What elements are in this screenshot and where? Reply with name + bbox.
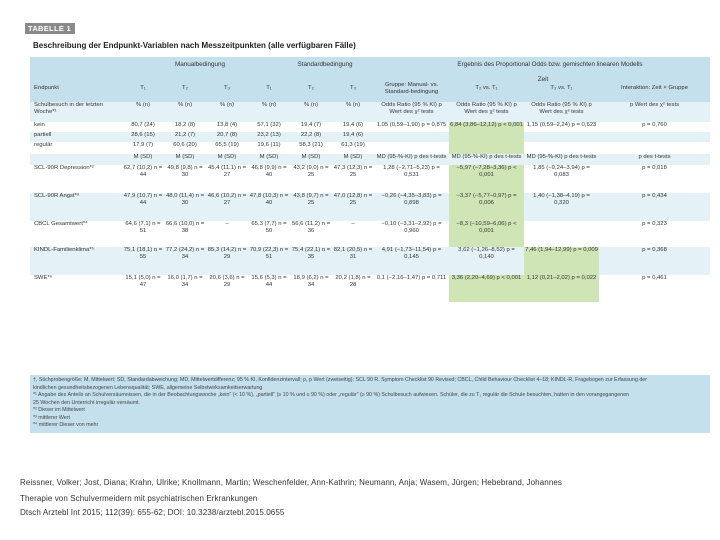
col-interaktion: Interaktion: Zeit × Gruppe bbox=[599, 75, 710, 102]
table-cell: M (SD) bbox=[290, 154, 332, 165]
table-cell: 66,6 (10,0) n = 38 bbox=[164, 221, 206, 247]
citation-authors: Reissner, Volker; Jost, Diana; Krahn, Ulrike; Knollmann, Martin; Weschenfelder, Ann-Kathrin; Neumann, Anja; Wasem, Jürgen; Hebebrand, Johannes bbox=[20, 478, 563, 487]
table-cell bbox=[374, 132, 449, 142]
table-row bbox=[30, 102, 710, 122]
table-cell: 60,6 (20) bbox=[164, 142, 206, 154]
table-cell: % (n) bbox=[290, 102, 332, 122]
table-cell: 82,1 (20,5) n = 31 bbox=[332, 247, 374, 275]
table-cell: p = 0,461 bbox=[599, 275, 710, 302]
table-title: Beschreibung der Endpunkt-Variablen nach Messzeitpunkten (alle verfügbaren Fälle) bbox=[33, 41, 356, 50]
table-cell: SCL-90R Depression*² bbox=[30, 165, 122, 193]
table-cell: – bbox=[206, 221, 248, 247]
table-cell: M (SD) bbox=[248, 154, 290, 165]
data-table bbox=[30, 75, 710, 302]
table-cell: MD (95-%-KI) p des t-tests bbox=[524, 154, 599, 165]
table-cell: 13,8 (4) bbox=[206, 122, 248, 132]
table-cell: 47,9 (10,7) n = 44 bbox=[122, 193, 164, 221]
table-cell: KINDL-Familienklima*⁵ bbox=[30, 247, 122, 275]
table-cell: Odds Ratio (95 % KI) p Wert des χ² tests bbox=[374, 102, 449, 122]
table-cell: 70,9 (22,3) n = 51 bbox=[248, 247, 290, 275]
table-row bbox=[30, 165, 710, 193]
table-cell: 19,4 (6) bbox=[332, 132, 374, 142]
table-cell: SCL-90R Angst*³ bbox=[30, 193, 122, 221]
table-cell: 47,3 (12,3) n = 25 bbox=[332, 165, 374, 193]
table-cell: CBCL Gesamtwert*⁴ bbox=[30, 221, 122, 247]
table-cell: % (n) bbox=[164, 102, 206, 122]
table-cell: 85,3 (14,2) n = 29 bbox=[206, 247, 248, 275]
table-cell: 58,3 (21) bbox=[290, 142, 332, 154]
table-cell: 1,05 (0,59–1,90) p = 0,875 bbox=[374, 122, 449, 132]
table-cell: 48,0 (11,4) n = 30 bbox=[164, 193, 206, 221]
table-cell: 3,62 (−1,26–8,52) p = 0,140 bbox=[449, 247, 524, 275]
table-cell: 19,6 (11) bbox=[248, 142, 290, 154]
table-row bbox=[30, 154, 710, 165]
table-cell: kein bbox=[30, 122, 122, 132]
table-cell: p des t-tests bbox=[599, 154, 710, 165]
table-cell: 47,8 (10,3) n = 40 bbox=[248, 193, 290, 221]
table-cell: p = 0,323 bbox=[599, 221, 710, 247]
col-standard-t3: T₃ bbox=[332, 75, 374, 102]
table-cell: 23,2 (13) bbox=[248, 132, 290, 142]
table-cell: 28,6 (15) bbox=[122, 132, 164, 142]
table-cell: 65,3 (7,7) n = 50 bbox=[248, 221, 290, 247]
table-note: kindlichen gesundheitsbezogenen Lebensqualität; SWE, allgemeine Selbstwirksamkeitserwartung bbox=[33, 384, 263, 391]
table-cell: p Wert des χ² tests bbox=[599, 102, 710, 122]
table-cell: 46,8 (9,9) n = 40 bbox=[248, 165, 290, 193]
table-cell: 1,28 (−2,71–5,23) p = 0,531 bbox=[374, 165, 449, 193]
table-cell: regulär bbox=[30, 142, 122, 154]
table-cell: Schulbesuch in der letzten Woche*¹ bbox=[30, 102, 122, 122]
col-gruppe: Gruppe: Manual- vs. Standard-bedingung bbox=[374, 75, 449, 102]
table-cell: p = 0,760 bbox=[599, 122, 710, 132]
table-cell: 1,12 (0,21–2,02) p = 0,022 bbox=[524, 275, 599, 302]
group-results: Ergebnis des Proportional Odds bzw. gemischten linearen Modells bbox=[457, 61, 643, 68]
table-cell: 6,84 (3,86–12,12) p < 0,001 bbox=[449, 122, 524, 132]
table-note: †, Stichprobengröße; M, Mittelwert; SD, Standardabweichung; MD, Mittelwertdifferenz; 95 % KI, Konfidenzintervall; p, p Wert (zweiseitig); SCL 90 R, Symptom Checklist 90 Revised; CBCL, Child Behaviour Checklist 4–18; KINDL-R, Fragebogen zur Erfassung der bbox=[33, 377, 648, 383]
table-cell: 3,36 (2,20–4,69) p < 0,001 bbox=[449, 275, 524, 302]
table-row bbox=[30, 221, 710, 247]
table-cell: M (SD) bbox=[164, 154, 206, 165]
table-cell: Odds Ratio (95 % KI) p Wert des χ² tests bbox=[524, 102, 599, 122]
table-cell bbox=[30, 154, 122, 165]
table-cell: M (SD) bbox=[122, 154, 164, 165]
table-cell: MD (95-%-KI) p des t-tests bbox=[374, 154, 449, 165]
table-cell: 56,6 (11,2) n = 36 bbox=[290, 221, 332, 247]
table-cell: – bbox=[332, 221, 374, 247]
table-note: *¹ Angabe des Anteils an Schulversäumnissen, die in der Beobachtungswoche „kein" (< 10 %), „partiell" (≥ 10 % und ≤ 90 %) oder „regulär" (≥ 90 %) Schulbesuch aufwiesen. Schüler, die zu T₁ regulär die Schule besuchten, hatten in den vorangegangenen bbox=[33, 392, 629, 398]
col-manual-t2: T₂ bbox=[164, 75, 206, 102]
table-cell: 77,2 (24,2) n = 34 bbox=[164, 247, 206, 275]
group-standard: Standardbedingung bbox=[297, 61, 353, 68]
table-cell: 1,85 (−0,24–3,94) p = 0,083 bbox=[524, 165, 599, 193]
table-cell: 18,9 (6,2) n = 34 bbox=[290, 275, 332, 302]
table-cell: −0,10 (−3,31–2,92) p = 0,960 bbox=[374, 221, 449, 247]
col-standard-t2: T₂ bbox=[290, 75, 332, 102]
table-cell: 17,9 (7) bbox=[122, 142, 164, 154]
table-cell bbox=[599, 142, 710, 154]
table-cell: 20,6 (3,6) n = 29 bbox=[206, 275, 248, 302]
table-cell: M (SD) bbox=[332, 154, 374, 165]
group-manual: Manualbedingung bbox=[174, 61, 226, 68]
table-row bbox=[30, 193, 710, 221]
table-cell: M (SD) bbox=[206, 154, 248, 165]
table-cell: 0,1 (−2,16–1,47) p = 0,711 bbox=[374, 275, 449, 302]
table-cell: p = 0,368 bbox=[599, 247, 710, 275]
table-note: 25 Wochen den Unterricht irregulär versäumt. bbox=[33, 399, 141, 406]
table-label: TABELLE 1 bbox=[25, 23, 75, 34]
table-cell: 45,4 (11,1) n = 27 bbox=[206, 165, 248, 193]
table-cell bbox=[524, 221, 599, 247]
table-cell bbox=[449, 142, 524, 154]
col-standard-t1: T₁ bbox=[248, 75, 290, 102]
citation-source: Dtsch Arztebl Int 2015; 112(39): 655-62; DOI: 10.3238/arztebl.2015.0655 bbox=[20, 508, 285, 517]
col-zeit-t3: T₃ vs. T₁ bbox=[524, 75, 599, 102]
col-manual-t3: T₃ bbox=[206, 75, 248, 102]
zeit-label: Zeit bbox=[537, 76, 549, 83]
table-cell: 46,6 (10,2) n = 27 bbox=[206, 193, 248, 221]
table-cell bbox=[599, 132, 710, 142]
table-cell: 65,5 (19) bbox=[206, 142, 248, 154]
table-row bbox=[30, 247, 710, 275]
table-cell: 16,0 (1,7) n = 34 bbox=[164, 275, 206, 302]
table-cell: 20,7 (8) bbox=[206, 132, 248, 142]
table-cell: −3,37 (−5,77–0,97) p = 0,006 bbox=[449, 193, 524, 221]
table-cell: partiell bbox=[30, 132, 122, 142]
table-cell: % (n) bbox=[332, 102, 374, 122]
table-cell: 15,1 (5,0) n = 47 bbox=[122, 275, 164, 302]
table-cell: 4,91 (−1,73–11,54) p = 0,145 bbox=[374, 247, 449, 275]
table-cell: p = 0,018 bbox=[599, 165, 710, 193]
table-cell: MD (95-%-KI) p des t-tests bbox=[449, 154, 524, 165]
col-manual-t1: T₁ bbox=[122, 75, 164, 102]
table-cell: 7,46 (1,94–12,99) p = 0,009 bbox=[524, 247, 599, 275]
table-cell: SWE*⁶ bbox=[30, 275, 122, 302]
table-note: *³ mittlerer Wert bbox=[33, 414, 70, 421]
table-cell: 19,4 (6) bbox=[332, 122, 374, 132]
table-cell: 61,3 (19) bbox=[332, 142, 374, 154]
table-cell: −0,26 (−4,35–3,83) p = 0,898 bbox=[374, 193, 449, 221]
table-cell: 47,0 (12,8) n = 25 bbox=[332, 193, 374, 221]
col-endpunkt: Endpunkt bbox=[30, 75, 122, 102]
table-cell: 75,4 (22,1) n = 35 bbox=[290, 247, 332, 275]
table-cell: 64,6 (7,1) n = 51 bbox=[122, 221, 164, 247]
citation-title: Therapie von Schulvermeidern mit psychiatrischen Erkrankungen bbox=[20, 494, 258, 503]
table-row bbox=[30, 142, 710, 154]
table-cell: 1,40 (−1,38–4,19) p = 0,320 bbox=[524, 193, 599, 221]
table-row bbox=[30, 275, 710, 302]
table-cell: Odds Ratio (95 % KI) p Wert des χ² tests bbox=[449, 102, 524, 122]
table-cell: % (n) bbox=[122, 102, 164, 122]
table-cell bbox=[374, 142, 449, 154]
table-cell bbox=[449, 132, 524, 142]
table-cell bbox=[524, 132, 599, 142]
table-cell: 19,4 (7) bbox=[290, 122, 332, 132]
table-row bbox=[30, 122, 710, 132]
table-cell: 21,2 (7) bbox=[164, 132, 206, 142]
header-row bbox=[30, 75, 710, 102]
table-cell: −8,3 (−10,59–6,06) p < 0,001 bbox=[449, 221, 524, 247]
table-cell: 57,1 (32) bbox=[248, 122, 290, 132]
col-zeit-t2: T₂ vs. T₁ bbox=[449, 75, 524, 102]
table-cell: 49,8 (9,8) n = 30 bbox=[164, 165, 206, 193]
table-cell: p = 0,434 bbox=[599, 193, 710, 221]
table-note: *⁴ mittlerer Dieser von mehr bbox=[33, 422, 99, 428]
table-cell: 43,8 (9,7) n = 25 bbox=[290, 193, 332, 221]
table-row bbox=[30, 132, 710, 142]
table-note: *² Dieser im Mittelwert bbox=[33, 407, 85, 413]
table-cell: % (n) bbox=[206, 102, 248, 122]
table-cell: 62,7 (10,2) n = 44 bbox=[122, 165, 164, 193]
table-cell: 20,2 (1,8) n = 28 bbox=[332, 275, 374, 302]
table-cell: 1,15 (0,59–2,24) p = 0,623 bbox=[524, 122, 599, 132]
table-cell: % (n) bbox=[248, 102, 290, 122]
table-cell: 22,2 (8) bbox=[290, 132, 332, 142]
table-cell bbox=[524, 142, 599, 154]
table-cell: 43,2 (9,0) n = 25 bbox=[290, 165, 332, 193]
table-cell: −5,97 (−7,28–3,36) p < 0,001 bbox=[449, 165, 524, 193]
table-cell: 15,6 (5,3) n = 44 bbox=[248, 275, 290, 302]
table-cell: 18,2 (8) bbox=[164, 122, 206, 132]
table-cell: 80,7 (24) bbox=[122, 122, 164, 132]
table-cell: 75,1 (18,1) n = 55 bbox=[122, 247, 164, 275]
